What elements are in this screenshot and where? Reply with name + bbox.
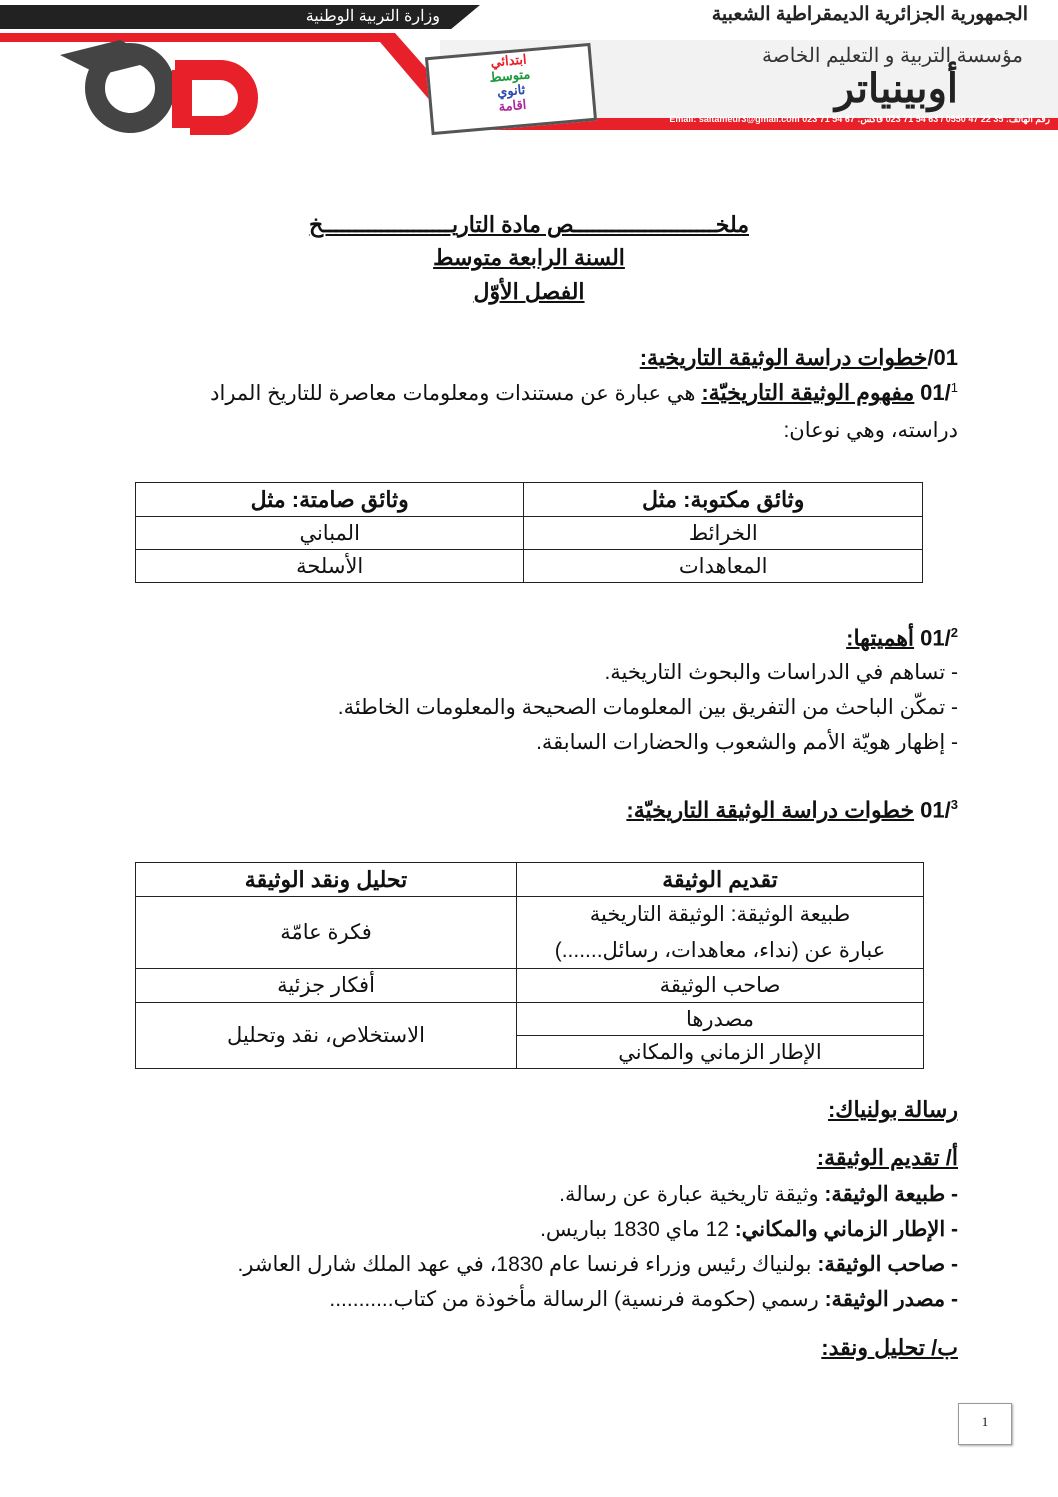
list-item [329, 1287, 958, 1312]
level-primary: ابتدائي [489, 51, 528, 70]
list-item [237, 1252, 958, 1277]
table-header: تحليل ونقد الوثيقة [136, 863, 517, 897]
levels-board [425, 43, 597, 135]
letter-subheading-b: ب/ تحليل ونقد: [821, 1335, 958, 1360]
section-num: 01/ [920, 797, 951, 823]
institution-name: مؤسسة التربية و التعليم الخاصة [762, 45, 1023, 67]
item-key: - مصدر الوثيقة: [824, 1288, 958, 1311]
section-num: 01/ [920, 625, 951, 651]
cell: الإطار الزماني والمكاني [517, 1036, 924, 1069]
document-types-table [135, 482, 923, 583]
cell: مصدرها [517, 1003, 924, 1036]
logo-icon [60, 40, 248, 128]
doc-title: ملخــــــــــــــــــــــص مادة التاريــــــــــــــــــــخ [308, 212, 750, 237]
item-value: بولنياك رئيس وزراء فرنسا عام 1830، في عهد الملك شارل العاشر. [237, 1253, 818, 1276]
cell: الاستخلاص، نقد وتحليل [136, 1003, 517, 1069]
cell: الخرائط [524, 517, 923, 550]
table-row [136, 1003, 924, 1036]
cell: عبارة عن (نداء، معاهدات، رسائل.......) [517, 933, 924, 969]
study-steps-table [135, 862, 924, 1069]
table-row [136, 517, 923, 550]
table-header: تقديم الوثيقة [517, 863, 924, 897]
page-number: 1 [958, 1403, 1012, 1445]
section-title: خطوات دراسة الوثيقة التاريخية: [639, 345, 928, 370]
section-num: 01/ [927, 345, 958, 370]
list-item: - تمكّن الباحث من التفريق بين المعلومات الصحيحة والمعلومات الخاطئة. [337, 696, 958, 719]
level-middle: متوسط [488, 66, 531, 85]
cell: المباني [136, 517, 524, 550]
item-key: - صاحب الوثيقة: [817, 1253, 958, 1276]
section-1-heading [640, 345, 958, 371]
level-residence: اقامة [497, 96, 527, 115]
list-item: - إظهار هويّة الأمم والشعوب والحضارات السابقة. [536, 731, 958, 754]
definition-text: هي عبارة عن مستندات ومعلومات معاصرة للتاريخ المراد [210, 382, 702, 405]
section-1-2-heading [846, 625, 958, 651]
letter-subheading-a: أ/ تقديم الوثيقة: [816, 1145, 958, 1170]
cell: صاحب الوثيقة [517, 969, 924, 1003]
section-sup: 1 [950, 380, 958, 395]
section-sup: 2 [950, 625, 958, 640]
definition-text-cont: دراسته، وهي نوعان: [783, 419, 958, 442]
table-row [136, 969, 924, 1003]
table-row [136, 897, 924, 933]
list-item [559, 1182, 958, 1207]
cell: المعاهدات [524, 550, 923, 583]
cell: طبيعة الوثيقة: الوثيقة التاريخية [517, 897, 924, 933]
section-title: مفهوم الوثيقة التاريخيّة: [701, 380, 915, 405]
list-item [540, 1217, 958, 1242]
section-1-1 [98, 380, 958, 406]
section-title: أهميتها: [846, 625, 915, 651]
item-value: وثيقة تاريخية عبارة عن رسالة. [559, 1183, 825, 1206]
letter-heading: رسالة بولنياك: [827, 1097, 958, 1122]
item-value: 12 ماي 1830 بباريس. [540, 1218, 735, 1241]
cell: أفكار جزئية [136, 969, 517, 1003]
brand-name: أوبينياتر [834, 67, 958, 111]
section-num: 01/ [920, 380, 951, 405]
section-1-3-heading [626, 797, 958, 823]
cell: الأسلحة [136, 550, 524, 583]
list-item: - تساهم في الدراسات والبحوث التاريخية. [604, 661, 958, 684]
cell: فكرة عامّة [136, 897, 517, 969]
item-value: رسمي (حكومة فرنسية) الرسالة مأخوذة من كتاب........... [329, 1288, 825, 1311]
table-header: وثائق مكتوبة: مثل [524, 483, 923, 517]
table-row [136, 550, 923, 583]
republic-name: الجمهورية الجزائرية الديمقراطية الشعبية [711, 4, 1028, 25]
ministry-name: وزارة التربية الوطنية [305, 8, 440, 25]
doc-level: السنة الرابعة متوسط [433, 245, 625, 270]
section-title: خطوات دراسة الوثيقة التاريخيّة: [626, 797, 915, 823]
contact-info: رقم الهاتف: 35 22 47 0550 / 63 54 71 023 فاكس: 67 54 71 023 Email: saitameur3@gmail.com [669, 114, 1050, 124]
item-key: - طبيعة الوثيقة: [824, 1183, 958, 1206]
section-sup: 3 [950, 797, 958, 812]
level-secondary: ثانوي [496, 81, 526, 100]
item-key: - الإطار الزماني والمكاني: [734, 1218, 958, 1241]
doc-term: الفصل الأوّل [473, 279, 585, 304]
table-header: وثائق صامتة: مثل [136, 483, 524, 517]
